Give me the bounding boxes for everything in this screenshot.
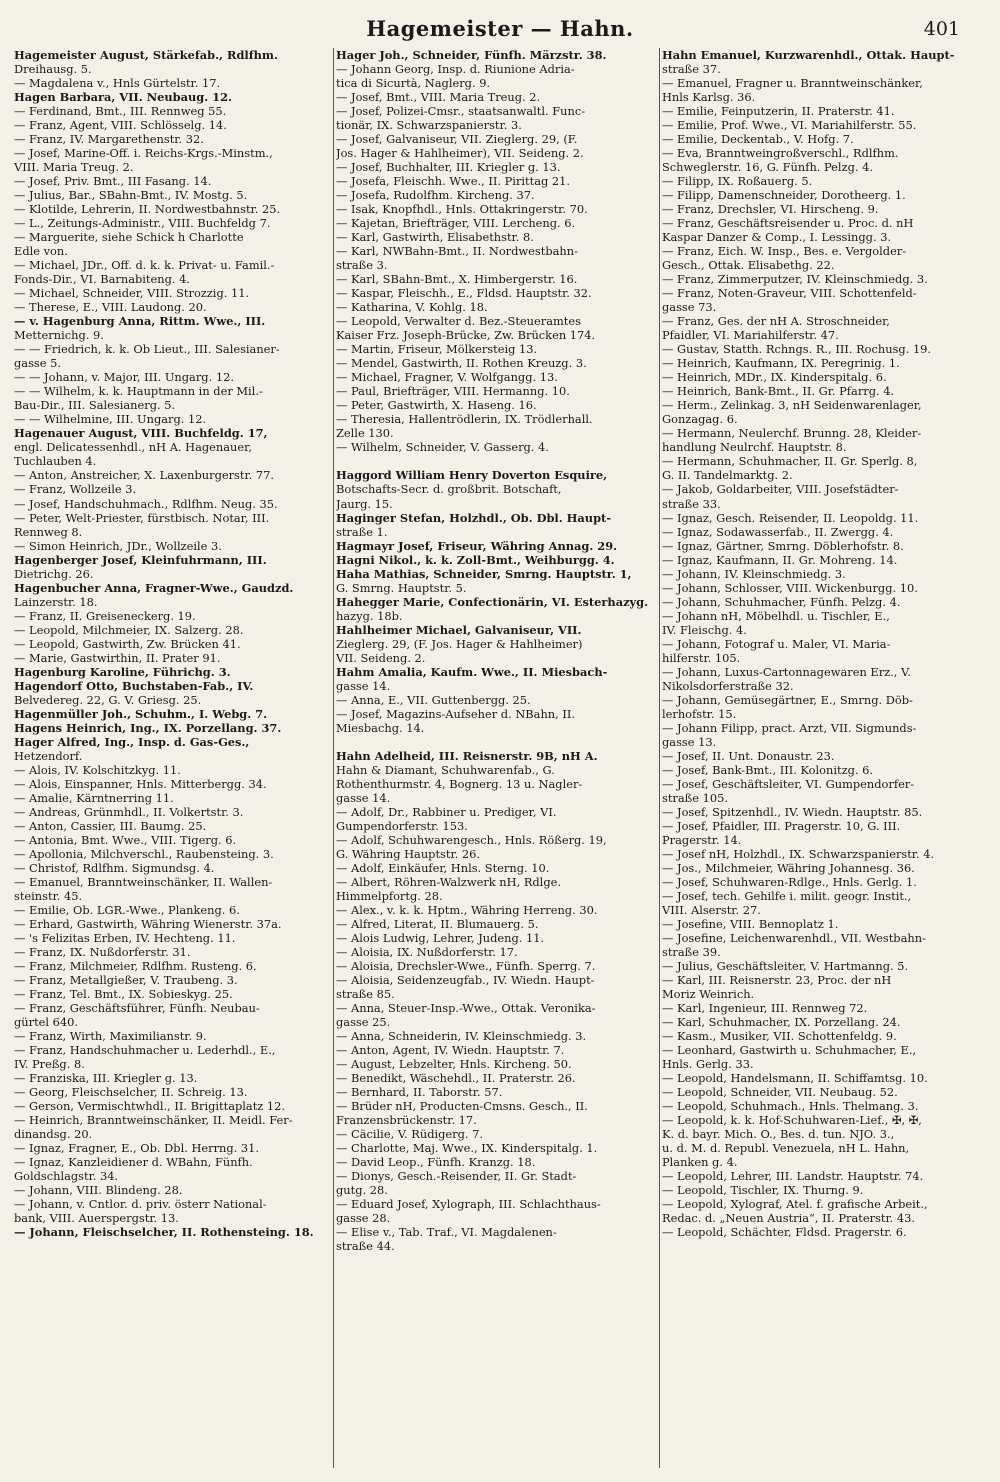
directory-entry-line: — Michael, Schneider, VIII. Strozzig. 11. [14,286,250,301]
directory-entry-line: — Franz, Wirth, Maximilianstr. 9. [14,1029,207,1044]
directory-entry-line: — Martin, Friseur, Mölkersteig 13. [336,342,538,357]
directory-entry-line: Gesch., Ottak. Elisabethg. 22. [662,258,835,273]
directory-entry-line: — Franz, IX. Nußdorferstr. 31. [14,945,191,959]
directory-entry-line: — Karl, Gastwirth, Elisabethstr. 8. [336,230,534,245]
directory-entry-line: Hahm Amalia, Kaufm. Wwe., II. Miesbach- [336,664,608,679]
directory-entry-line: — Johann Georg, Insp. d. Riunione Adria- [336,62,575,77]
directory-entry-line: — Gustav, Statth. Rchngs. R., III. Rochusg. 19. [662,342,932,357]
directory-entry-line: — Paul, Briefträger, VIII. Hermanng. 10. [336,384,570,399]
directory-entry-line: straße 85. [336,987,395,1002]
directory-entry-line: — Leonhard, Gastwirth u. Schuhmacher, E., [662,1043,917,1058]
directory-entry-line: Himmelpfortg. 28. [336,888,443,903]
directory-entry-line: hazyg. 18b. [336,608,403,623]
directory-entry-line: — — Friedrich, k. k. Ob Lieut., III. Salesianer- [14,342,280,357]
directory-entry-line: Moriz Weinrich. [662,987,755,1002]
directory-entry-line: VII. Seideng. 2. [336,650,426,665]
directory-entry-line: Hahn & Diamant, Schuhwarenfab., G. [336,762,555,777]
directory-entry-line: Hnls. Gerlg. 33. [662,1057,754,1072]
directory-entry-line: — Wilhelm, Schneider, V. Gasserg. 4. [336,440,549,455]
directory-entry-line: — Josefine, VIII. Bennoplatz 1. [662,916,839,931]
directory-entry-line: Jaurg. 15. [336,496,393,511]
directory-entry-line: gutg. 28. [336,1183,388,1198]
directory-entry-line: — Kasm., Musiker, VII. Schottenfeldg. 9. [662,1029,897,1044]
directory-entry-line: — Johann, Schlosser, VIII. Wickenburgg. 10. [662,580,918,595]
directory-entry-line: — Cäcilie, V. Rüdigerg. 7. [336,1127,484,1142]
directory-entry-line: — Johann, VIII. Blindeng. 28. [14,1183,183,1198]
directory-entry-line: — Franz, Noten-Graveur, VIII. Schottenfeld- [662,286,917,301]
directory-entry-line: gasse 28. [336,1211,391,1226]
directory-entry-line: lerhofstr. 15. [662,706,737,721]
directory-entry-line: IV. Preßg. 8. [14,1057,85,1072]
directory-entry-line [336,735,656,749]
directory-entry-line: — L., Zeitungs-Administr., VIII. Buchfeldg 7. [14,216,271,231]
directory-entry-line: K. d. bayr. Mich. O., Bes. d. tun. NJO. 3., [662,1127,895,1142]
directory-entry-line: engl. Delicatessenhdl., nH A. Hagenauer, [14,440,252,455]
directory-entry-line: — Adolf, Einkäufer, Hnls. Sterng. 10. [336,860,550,875]
directory-entry-line: Hagenberger Josef, Kleinfuhrmann, III. [14,552,267,567]
directory-entry-line: bank, VIII. Auerspergstr. 13. [14,1211,179,1226]
directory-entry-line: Zelle 130. [336,426,394,441]
directory-entry-line: — Magdalena v., Hnls Gürtelstr. 17. [14,76,221,91]
directory-entry-line: — Alois, IV. Kolschitzkyg. 11. [14,762,181,777]
directory-entry-line: — Alois Ludwig, Lehrer, Judeng. 11. [336,930,545,945]
directory-entry-line: — Ignaz, Kaufmann, II. Gr. Mohreng. 14. [662,552,898,567]
column-divider [333,48,334,1468]
directory-entry-line: — Leopold, Tischler, IX. Thurng. 9. [662,1183,864,1198]
directory-entry-line: straße 44. [336,1239,395,1254]
directory-entry-line: — Anton, Agent, IV. Wiedn. Hauptstr. 7. [336,1043,565,1058]
directory-entry-line: Hagemeister August, Stärkefab., Rdlfhm. [14,48,278,62]
directory-entry-line: — Hermann, Schuhmacher, II. Gr. Sperlg. 8, [662,454,918,469]
directory-entry-line: gasse 14. [336,790,391,805]
directory-entry-line: — Franz, Drechsler, VI. Hirscheng. 9. [662,202,879,217]
directory-entry-line: Pragerstr. 14. [662,832,742,847]
directory-entry-line: — v. Hagenburg Anna, Rittm. Wwe., III. [14,314,266,329]
directory-entry-line: — Aloisia, IX. Nußdorferstr. 17. [336,945,518,959]
directory-entry-line: — Franz, IV. Margarethenstr. 32. [14,132,204,147]
directory-entry-line: hilferstr. 105. [662,650,741,665]
directory-entry-line: Hagen Barbara, VII. Neubaug. 12. [14,90,232,105]
directory-entry-line: — Hermann, Neulerchf. Brunng. 28, Kleider- [662,426,922,441]
directory-entry-line: — Julius, Bar., SBahn-Bmt., IV. Mostg. 5. [14,188,248,203]
directory-entry-line: Zieglerg. 29, (F. Jos. Hager & Hahlheimer) [336,636,583,651]
directory-entry-line: Schweglerstr. 16, G. Fünfh. Pelzg. 4. [662,160,873,175]
directory-entry-line: — Josef, Bmt., VIII. Maria Treug. 2. [336,90,541,105]
directory-entry-line: Hagenbucher Anna, Fragner-Wwe., Gaudzd. [14,580,294,595]
directory-entry-line: tionär, IX. Schwarzspanierstr. 3. [336,118,522,133]
directory-entry-line: — Jos., Milchmeier, Währing Johannesg. 36. [662,860,915,875]
directory-entry-line: — Ignaz, Fragner, E., Ob. Dbl. Herrng. 31. [14,1141,260,1156]
directory-entry-line: — Michael, JDr., Off. d. k. k. Privat- u. Famil.- [14,258,275,273]
directory-entry-line: Franzensbrückenstr. 17. [336,1113,477,1128]
directory-entry-line: — Heinrich, Kaufmann, IX. Peregrinig. 1. [662,356,900,371]
directory-entry-line: — Johann, IV. Kleinschmiedg. 3. [662,566,846,581]
directory-entry-line: — Josef nH, Holzhdl., IX. Schwarzspanierstr. 4. [662,846,935,861]
directory-entry-line: Rothenthurmstr. 4, Bognerg. 13 u. Nagler- [336,776,583,791]
column-divider [659,48,660,1468]
directory-entry-line: IV. Fleischg. 4. [662,622,747,637]
directory-entry-line: — Elise v., Tab. Traf., VI. Magdalenen- [336,1225,557,1240]
directory-entry-line: — Johann, v. Cntlor. d. priv. österr National- [14,1197,267,1212]
directory-entry-line: — Josef, II. Unt. Donaustr. 23. [662,748,835,763]
directory-entry-line: — Filipp, Damenschneider, Dorotheerg. 1. [662,188,906,203]
directory-entry-line: Lainzerstr. 18. [14,594,98,609]
directory-entry-line: — Emilie, Deckentab., V. Hofg. 7. [662,132,854,147]
directory-entry-line: Kaiser Frz. Joseph-Brücke, Zw. Brücken 174. [336,328,596,343]
directory-entry-line: VIII. Maria Treug. 2. [14,160,134,175]
directory-entry-line: — Apollonia, Milchverschl., Raubensteing. 3. [14,846,274,861]
directory-entry-line: — Heinrich, Bank-Bmt., II. Gr. Pfarrg. 4. [662,384,895,399]
directory-entry-line: — Josef, Buchhalter, III. Kriegler g. 13. [336,160,561,175]
directory-entry-line: — Josef, Magazins-Aufseher d. NBahn, II. [336,706,575,721]
directory-entry-line: — Josefa, Rudolfhm. Kircheng. 37. [336,188,535,203]
directory-entry-line: — Charlotte, Maj. Wwe., IX. Kinderspitalg. 1. [336,1141,598,1156]
directory-entry-line: — Klotilde, Lehrerin, II. Nordwestbahnstr. 25. [14,202,281,217]
directory-entry-line: Hahn Adelheid, III. Reisnerstr. 9B, nH A. [336,748,598,763]
directory-entry-line: — Marie, Gastwirthin, II. Prater 91. [14,650,221,665]
directory-entry-line: — Ignaz, Sodawasserfab., II. Zwergg. 4. [662,524,894,539]
directory-entry-line: — Gerson, Vermischtwhdl., II. Brigittaplatz 12. [14,1099,286,1114]
directory-entry-line: straße 105. [662,790,728,805]
directory-entry-line: — August, Lebzelter, Hnls. Kircheng. 50. [336,1057,572,1072]
directory-entry-line: — Karl, SBahn-Bmt., X. Himbergerstr. 16. [336,272,578,287]
directory-entry-line: Kaspar Danzer & Comp., I. Lessingg. 3. [662,230,892,245]
directory-entry-line: — Leopold, Lehrer, III. Landstr. Hauptstr. 74. [662,1169,924,1184]
directory-columns [14,48,990,1468]
directory-entry-line: handlung Neulrchf. Hauptstr. 8. [662,440,847,455]
directory-entry-line: straße 3. [336,258,388,273]
directory-entry-line: — Franziska, III. Kriegler g. 13. [14,1071,198,1086]
directory-entry-line: Gonzagag. 6. [662,412,738,427]
directory-entry-line: G. Smrng. Hauptstr. 5. [336,580,467,595]
directory-entry-line: — Emilie, Feinputzerin, II. Praterstr. 41. [662,104,895,119]
directory-entry-line: u. d. M. d. Republ. Venezuela, nH L. Hahn, [662,1141,910,1156]
directory-entry-line: — Emanuel, Branntweinschänker, II. Wallen- [14,874,273,889]
directory-entry-line: — Franz, Milchmeier, Rdlfhm. Rusteng. 6. [14,959,257,974]
directory-entry-line: — Leopold, Verwalter d. Bez.-Steueramtes [336,314,581,329]
directory-entry-line: — Franz, II. Greiseneckerg. 19. [14,608,196,623]
directory-entry-line: — Kaspar, Fleischh., E., Fldsd. Hauptstr. 32. [336,286,592,301]
directory-entry-line: straße 1. [336,524,388,539]
directory-entry-line: G. II. Tandelmarktg. 2. [662,468,793,483]
directory-entry-line: gasse 5. [14,356,62,371]
directory-entry-line: — Mendel, Gastwirth, II. Rothen Kreuzg. 3. [336,356,587,371]
directory-entry-line: — Alfred, Literat, II. Blumauerg. 5. [336,916,539,931]
directory-entry-line: — Franz, Ges. der nH A. Stroschneider, [662,314,890,329]
directory-entry-line: Nikolsdorferstraße 32. [662,678,794,693]
directory-entry-line: Fonds-Dir., VI. Barnabiteng. 4. [14,272,190,287]
directory-entry-line: — Heinrich, MDr., IX. Kinderspitalg. 6. [662,370,887,385]
directory-entry-line: — Franz, Wollzeile 3. [14,482,137,497]
directory-entry-line: — Benedikt, Wäschehdl., II. Praterstr. 26. [336,1071,576,1086]
directory-entry-line: Hager Joh., Schneider, Fünfh. Märzstr. 38. [336,48,607,62]
directory-entry-line: — Johann nH, Möbelhdl. u. Tischler, E., [662,608,890,623]
directory-entry-line: Hagenburg Karoline, Führichg. 3. [14,664,231,679]
directory-entry-line: — Emilie, Ob. LGR.-Wwe., Plankeng. 6. [14,902,240,917]
directory-entry-line: Hagenauer August, VIII. Buchfeldg. 17, [14,426,268,441]
directory-entry-line: G. Währing Hauptstr. 26. [336,846,481,861]
directory-entry-line: — Amalie, Kärntnerring 11. [14,790,174,805]
directory-entry-line: — Anna, Schneiderin, IV. Kleinschmiedg. 3. [336,1029,587,1044]
page-header [0,10,1000,44]
directory-entry-line: — Simon Heinrich, JDr., Wollzeile 3. [14,538,222,553]
directory-entry-line: — Dionys, Gesch.-Reisender, II. Gr. Stadt- [336,1169,577,1184]
directory-entry-line: — Emilie, Prof. Wwe., VI. Mariahilferstr. 55. [662,118,917,133]
directory-entry-line: — Johann, Gemüsegärtner, E., Smrng. Döb- [662,692,913,707]
directory-entry-line: — Julius, Geschäftsleiter, V. Hartmanng. 5. [662,959,909,974]
directory-entry-line: Pfaidler, VI. Mariahilferstr. 47. [662,328,839,343]
directory-entry-line: — Johann, Luxus-Cartonnagewaren Erz., V. [662,664,911,679]
directory-entry-line: Hahn Emanuel, Kurzwarenhdl., Ottak. Haupt- [662,48,955,62]
directory-entry-line: — Adolf, Dr., Rabbiner u. Prediger, VI. [336,804,557,819]
directory-entry-line: Belvedereg. 22, G. V. Griesg. 25. [14,692,202,707]
directory-entry-line: — Anton, Cassier, III. Baumg. 25. [14,818,207,833]
directory-entry-line: — 's Felizitas Erben, IV. Hechteng. 11. [14,930,236,945]
directory-entry-line: Haginger Stefan, Holzhdl., Ob. Dbl. Haupt- [336,510,612,525]
directory-entry-line: — Adolf, Schuhwarengesch., Hnls. Rößerg. 19, [336,832,607,847]
directory-entry-line: — Josef, Marine-Off. i. Reichs-Krgs.-Minstm., [14,146,273,161]
directory-entry-line: — Josef, Polizei-Cmsr., staatsanwaltl. Func- [336,104,586,119]
directory-entry-line: Haha Mathias, Schneider, Smrng. Hauptstr. 1, [336,566,632,581]
directory-entry-line: — Heinrich, Branntweinschänker, II. Meidl. Fer- [14,1113,293,1128]
page-title: Hagemeister — Hahn. [366,16,634,41]
directory-entry-line: — — Johann, v. Major, III. Ungarg. 12. [14,370,234,385]
directory-entry-line: — Josef, Pfaidler, III. Pragerstr. 10, G. III. [662,818,901,833]
directory-entry-line: — Josefine, Leichenwarenhdl., VII. Westbahn- [662,930,926,945]
directory-entry-line: — Antonia, Bmt. Wwe., VIII. Tigerg. 6. [14,832,237,847]
directory-entry-line: — Franz, Geschäftsreisender u. Proc. d. nH [662,216,914,231]
directory-entry-line: — Aloisia, Drechsler-Wwe., Fünfh. Sperrg. 7. [336,959,596,974]
directory-entry-line: — Johann, Fleischselcher, II. Rothensteing. 18. [14,1225,314,1240]
directory-entry-line: straße 37. [662,62,721,77]
directory-entry-line: Hagni Nikol., k. k. Zoll-Bmt., Weihburgg. 4. [336,552,615,567]
directory-entry-line: gasse 73. [662,300,717,315]
directory-entry-line: — Josef, Handschuhmach., Rdlfhm. Neug. 35. [14,496,278,511]
directory-entry-line: Dietrichg. 26. [14,566,94,581]
directory-entry-line: Hagens Heinrich, Ing., IX. Porzellang. 37. [14,720,282,735]
directory-entry-line: Hagmayr Josef, Friseur, Währing Annag. 29. [336,538,618,553]
directory-entry-line: Haggord William Henry Doverton Esquire, [336,468,608,483]
directory-entry-line: — Peter, Gastwirth, X. Haseng. 16. [336,398,537,413]
directory-entry-line: gasse 13. [662,734,717,749]
directory-entry-line: Edle von. [14,244,68,259]
directory-entry-line: — Michael, Fragner, V. Wolfgangg. 13. [336,370,558,385]
directory-entry-line: — Karl, Schuhmacher, IX. Porzellang. 24. [662,1015,901,1030]
directory-column-3 [662,48,984,1468]
directory-entry-line: straße 39. [662,945,721,959]
directory-entry-line: — Leopold, Gastwirth, Zw. Brücken 41. [14,636,241,651]
directory-entry-line: Dreihausg. 5. [14,62,92,77]
directory-entry-line: — Josef, Geschäftsleiter, VI. Gumpendorfer- [662,776,915,791]
directory-entry-line: — Aloisia, Seidenzeugfab., IV. Wiedn. Haupt- [336,973,595,988]
directory-entry-line: — Josef, Bank-Bmt., III. Kolonitzg. 6. [662,762,873,777]
directory-entry-line: — Franz, Zimmerputzer, IV. Kleinschmiedg. 3. [662,272,928,287]
directory-column-2 [336,48,656,1468]
page-number: 401 [923,18,960,40]
directory-entry-line: Miesbachg. 14. [336,720,425,735]
directory-entry-line: — Johann Filipp, pract. Arzt, VII. Sigmunds- [662,720,917,735]
directory-entry-line: — Georg, Fleischselcher, II. Schreig. 13. [14,1085,248,1100]
directory-entry-line: — Johann, Schuhmacher, Fünfh. Pelzg. 4. [662,594,901,609]
directory-entry-line: — Eva, Branntweingroßverschl., Rdlfhm. [662,146,899,161]
directory-entry-line: — Isak, Knopfhdl., Hnls. Ottakringerstr. 70. [336,202,588,217]
directory-entry-line: Bau-Dir., III. Salesianerg. 5. [14,398,176,413]
directory-entry-line: Hahlheimer Michael, Galvaniseur, VII. [336,622,582,637]
directory-entry-line: gasse 25. [336,1015,391,1030]
directory-entry-line: — Leopold, Schächter, Fldsd. Pragerstr. 6. [662,1225,907,1240]
directory-entry-line: — Anna, Steuer-Insp.-Wwe., Ottak. Veronika- [336,1001,596,1016]
directory-entry-line: — Filipp, IX. Roßauerg. 5. [662,174,813,189]
directory-entry-line: — Herm., Zelinkag. 3, nH Seidenwarenlager, [662,398,922,413]
directory-entry-line: — Anton, Anstreicher, X. Laxenburgerstr. 77. [14,468,275,483]
directory-entry-line: — David Leop., Fünfh. Kranzg. 18. [336,1155,536,1170]
directory-entry-line: — Albert, Röhren-Walzwerk nH, Rdlge. [336,874,561,889]
directory-entry-line: steinstr. 45. [14,888,83,903]
directory-entry-line: VIII. Alserstr. 27. [662,902,761,917]
directory-entry-line: — Josefa, Fleischh. Wwe., II. Pirittag 21. [336,174,571,189]
directory-entry-line: — Emanuel, Fragner u. Branntweinschänker, [662,76,923,91]
directory-entry-line: Metternichg. 9. [14,328,104,343]
directory-entry-line: — Ignaz, Kanzleidiener d. WBahn, Fünfh. [14,1155,253,1170]
directory-entry-line: — Leopold, Handelsmann, II. Schiffamtsg. 10. [662,1071,928,1086]
directory-entry-line: — Franz, Tel. Bmt., IX. Sobieskyg. 25. [14,987,233,1002]
directory-entry-line: Redac. d. „Neuen Austria“, II. Praterstr. 43. [662,1211,916,1226]
directory-entry-line: — Franz, Handschuhmacher u. Lederhdl., E., [14,1043,276,1058]
directory-entry-line: — Kajetan, Briefträger, VIII. Lercheng. 6. [336,216,576,231]
directory-entry-line: — Johann, Fotograf u. Maler, VI. Maria- [662,636,891,651]
directory-entry-line: — Theresia, Hallentrödlerin, IX. Trödlerhall. [336,412,593,427]
directory-entry-line: — Andreas, Grünmhdl., II. Volkertstr. 3. [14,804,244,819]
directory-entry-line: gürtel 640. [14,1015,79,1030]
directory-entry-line: Hetzendorf. [14,748,83,763]
directory-entry-line: — Josef, Galvaniseur, VII. Zieglerg. 29, (F. [336,132,578,147]
directory-entry-line: — Josef, Priv. Bmt., III Fasang. 14. [14,174,212,189]
directory-entry-line: — Josef, Schuhwaren-Rdlge., Hnls. Gerlg. 1. [662,874,917,889]
directory-entry-line: — Franz, Agent, VIII. Schlösselg. 14. [14,118,227,133]
directory-entry-line: Hagendorf Otto, Buchstaben-Fab., IV. [14,678,254,693]
directory-entry-line: Rennweg 8. [14,524,83,539]
directory-entry-line: — Franz, Eich. W. Insp., Bes. e. Vergolder- [662,244,907,259]
directory-entry-line: — Josef, Spitzenhdl., IV. Wiedn. Hauptstr. 85. [662,804,923,819]
directory-entry-line: — Eduard Josef, Xylograph, III. Schlachthaus- [336,1197,601,1212]
directory-entry-line: gasse 14. [336,678,391,693]
directory-entry-line: — Franz, Geschäftsführer, Fünfh. Neubau- [14,1001,260,1016]
directory-entry-line: — Erhard, Gastwirth, Währing Wienerstr. 37a. [14,916,282,931]
directory-entry-line: Gumpendorferstr. 153. [336,818,468,833]
directory-entry-line: — Anna, E., VII. Guttenbergg. 25. [336,692,531,707]
directory-entry-line: — Leopold, k. k. Hof-Schuhwaren-Lief., ✠, ✠, [662,1113,922,1128]
directory-entry-line: Tuchlauben 4. [14,454,97,469]
directory-entry-line: — Christof, Rdlfhm. Sigmundsg. 4. [14,860,215,875]
directory-entry-line: — Alois, Einspanner, Hnls. Mitterbergg. 34. [14,776,267,791]
directory-entry-line: — Karl, III. Reisnerstr. 23, Proc. der nH [662,973,892,988]
directory-entry-line: — Ignaz, Gärtner, Smrng. Döblerhofstr. 8. [662,538,904,553]
directory-entry-line: Hahegger Marie, Confectionärin, VI. Esterhazyg. [336,594,649,609]
directory-entry-line: — Leopold, Xylograf, Atel. f. grafische Arbeit., [662,1197,928,1212]
directory-entry-line: — Karl, NWBahn-Bmt., II. Nordwestbahn- [336,244,578,259]
directory-entry-line: — Brüder nH, Producten-Cmsns. Gesch., II. [336,1099,588,1114]
directory-entry-line: — Karl, Ingenieur, III. Rennweg 72. [662,1001,868,1016]
directory-entry-line: — Josef, tech. Gehilfe i. milit. geogr. Instit., [662,888,912,903]
directory-entry-line: — — Wilhelmine, III. Ungarg. 12. [14,412,207,427]
directory-entry-line: — Katharina, V. Kohlg. 18. [336,300,488,315]
directory-entry-line: Hager Alfred, Ing., Insp. d. Gas-Ges., [14,734,250,749]
directory-entry-line: Planken g. 4. [662,1155,738,1170]
directory-entry-line: — Therese, E., VIII. Laudong. 20. [14,300,207,315]
directory-entry-line: — Leopold, Milchmeier, IX. Salzerg. 28. [14,622,244,637]
directory-entry-line: tica di Sicurtà, Naglerg. 9. [336,76,491,91]
directory-entry-line: straße 33. [662,496,721,511]
directory-entry-line: Hnls Karlsg. 36. [662,90,756,105]
directory-entry-line: — Ignaz, Gesch. Reisender, II. Leopoldg. 11. [662,510,919,525]
directory-entry-line: Botschafts-Secr. d. großbrit. Botschaft, [336,482,562,497]
directory-entry-line [336,454,656,468]
directory-entry-line: — Jakob, Goldarbeiter, VIII. Josefstädter- [662,482,899,497]
directory-entry-line: Hagenmüller Joh., Schuhm., I. Webg. 7. [14,706,268,721]
directory-column-1 [14,48,330,1468]
directory-entry-line: Goldschlagstr. 34. [14,1169,119,1184]
directory-entry-line: — Alex., v. k. k. Hptm., Währing Herreng. 30. [336,902,598,917]
directory-entry-line: — Marguerite, siehe Schick h Charlotte [14,230,244,245]
directory-entry-line: — Leopold, Schuhmach., Hnls. Thelmang. 3. [662,1099,919,1114]
directory-entry-line: — Ferdinand, Bmt., III. Rennweg 55. [14,104,227,119]
directory-entry-line: — Bernhard, II. Taborstr. 57. [336,1085,503,1100]
directory-entry-line: — — Wilhelm, k. k. Hauptmann in der Mil.- [14,384,263,399]
directory-entry-line: — Peter, Welt-Priester, fürstbisch. Notar, III. [14,510,270,525]
directory-entry-line: Jos. Hager & Hahlheimer), VII. Seideng. 2. [336,146,584,161]
directory-entry-line: dinandsg. 20. [14,1127,93,1142]
directory-entry-line: — Leopold, Schneider, VII. Neubaug. 52. [662,1085,898,1100]
directory-entry-line: — Franz, Metallgießer, V. Traubeng. 3. [14,973,238,988]
